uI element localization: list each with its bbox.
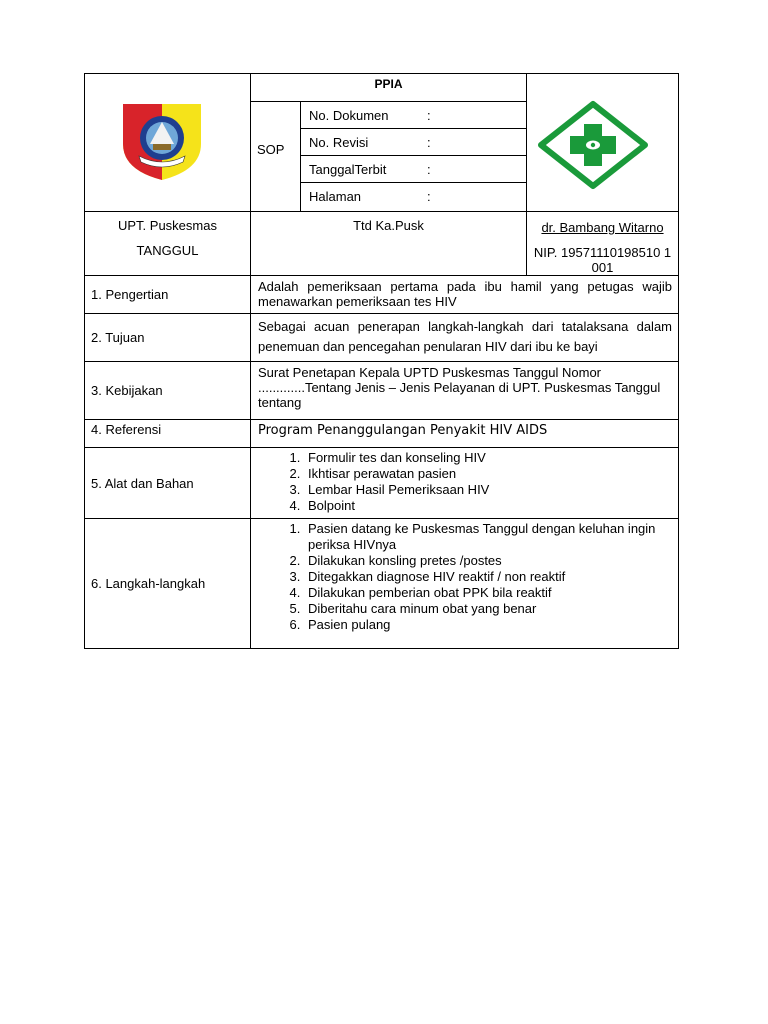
signature-label: Ttd Ka.Pusk — [251, 212, 527, 276]
list-item: 2. Dilakukan konsling pretes /postes — [304, 553, 672, 569]
section-label-alat-bahan: 5. Alat dan Bahan — [85, 448, 251, 519]
section-label-pengertian: 1. Pengertian — [85, 276, 251, 314]
document-info-fields — [301, 102, 526, 211]
section-label-tujuan: 2. Tujuan — [85, 314, 251, 362]
field-tanggal-terbit: TanggalTerbit : — [301, 156, 526, 183]
section-text-tujuan: Sebagai acuan penerapan langkah-langkah dari tatalaksana dalam penemuan dan pencegahan penularan HIV dari ibu ke bayi — [251, 314, 679, 362]
section-label-langkah: 6. Langkah-langkah — [85, 519, 251, 649]
jember-regency-crest-icon — [119, 100, 205, 182]
header-middle-cell — [251, 74, 527, 212]
organization-name: UPT. Puskesmas — [118, 218, 217, 233]
list-item: 5. Diberitahu cara minum obat yang benar — [304, 601, 672, 617]
doctor-cell — [527, 212, 679, 276]
left-logo-cell — [85, 74, 251, 212]
field-no-dokumen: No. Dokumen : — [301, 102, 526, 129]
list-item: 4. Dilakukan pemberian obat PPK bila reaktif — [304, 585, 672, 601]
puskesmas-cross-logo-icon — [537, 100, 649, 190]
right-logo-cell — [527, 74, 679, 212]
section-label-kebijakan: 3. Kebijakan — [85, 362, 251, 420]
list-item: 2. Ikhtisar perawatan pasien — [304, 466, 672, 482]
list-item: 4. Bolpoint — [304, 498, 672, 514]
section-text-pengertian: Adalah pemeriksaan pertama pada ibu hamil yang petugas wajib menawarkan pemeriksaan tes HIV — [251, 276, 679, 314]
section-list-alat-bahan — [251, 448, 679, 519]
organization-cell — [85, 212, 251, 276]
sop-table — [84, 73, 679, 649]
doctor-nip: NIP. 19571110198510 1 001 — [533, 245, 672, 275]
list-item: 6. Pasien pulang — [304, 617, 672, 633]
doctor-name: dr. Bambang Witarno — [541, 220, 664, 235]
field-halaman: Halaman : — [309, 188, 431, 204]
sop-document — [84, 73, 678, 649]
section-label-referensi: 4. Referensi — [85, 420, 251, 448]
organization-location: TANGGUL — [136, 243, 199, 258]
list-item: 1. Formulir tes dan konseling HIV — [304, 450, 672, 466]
section-text-kebijakan: Surat Penetapan Kepala UPTD Puskesmas Tanggul Nomor .............Tentang Jenis – Jenis Pelayanan di UPT. Puskesmas Tanggul tentang — [251, 362, 679, 420]
list-item: 1. Pasien datang ke Puskesmas Tanggul dengan keluhan ingin periksa HIVnya — [304, 521, 672, 553]
field-no-revisi: No. Revisi : — [301, 129, 526, 156]
document-title: PPIA — [251, 74, 526, 102]
section-list-langkah — [251, 519, 679, 649]
section-text-referensi: Program Penanggulangan Penyakit HIV AIDS — [251, 420, 679, 448]
list-item: 3. Ditegakkan diagnose HIV reaktif / non reaktif — [304, 569, 672, 585]
list-item: 3. Lembar Hasil Pemeriksaan HIV — [304, 482, 672, 498]
sop-label: SOP — [251, 102, 301, 211]
